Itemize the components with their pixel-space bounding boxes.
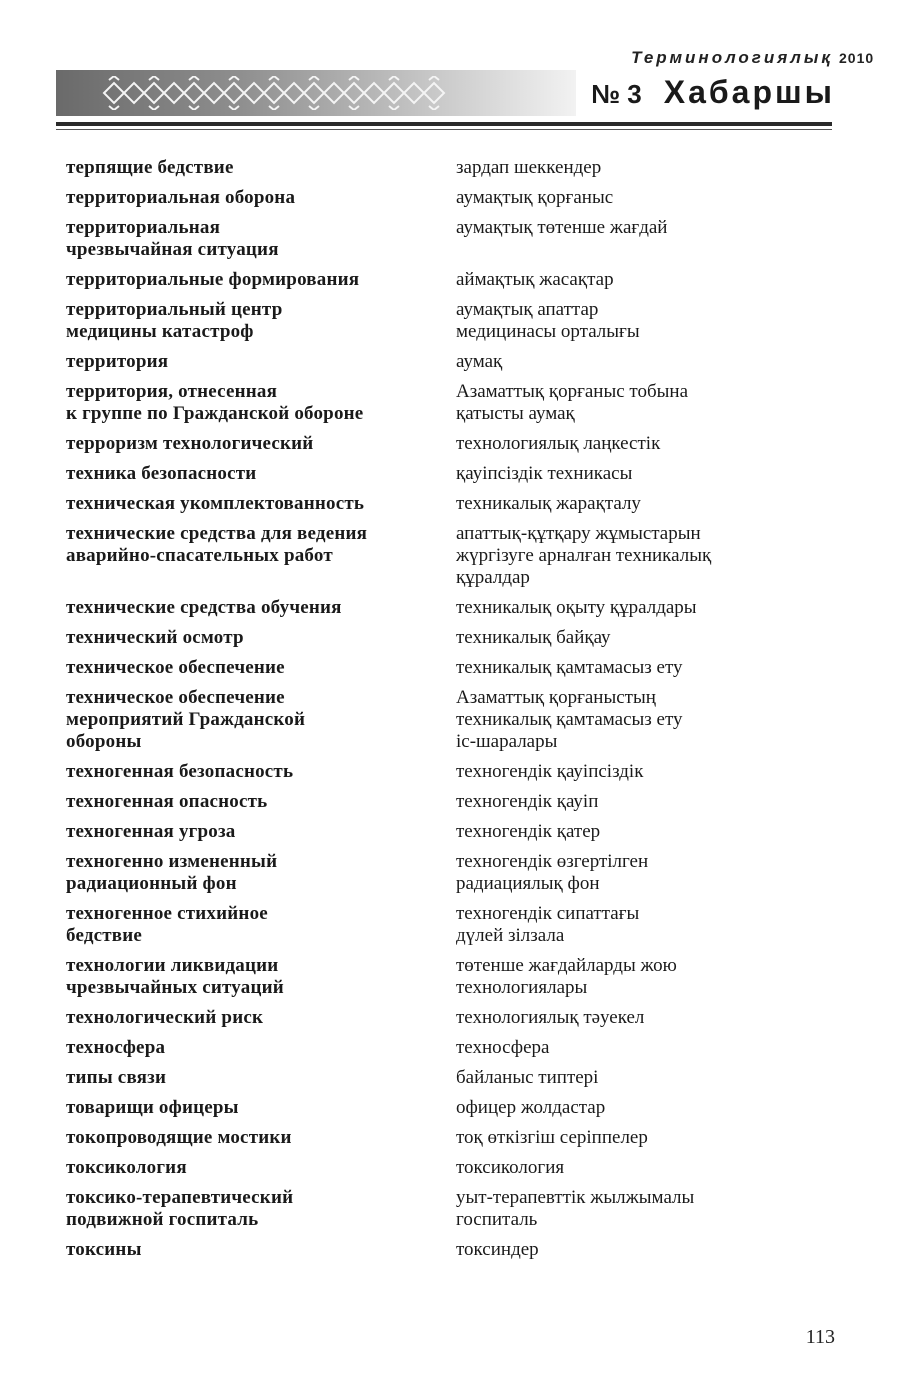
glossary-entry [66, 657, 826, 679]
term-russian: токопроводящие мостики [66, 1127, 292, 1148]
glossary-entry [66, 955, 826, 999]
term-kazakh: аумақтық апаттар медицинасы орталығы [456, 299, 640, 342]
glossary-entry [66, 493, 826, 515]
term-kazakh: Азаматтық қорғаныс тобына қатысты аумақ [456, 381, 689, 424]
term-kazakh: зардап шеккендер [456, 157, 602, 178]
glossary-entry [66, 269, 826, 291]
journal-year: 2010 [839, 50, 875, 66]
term-russian: терроризм технологический [66, 433, 314, 454]
term-russian: техническое обеспечение [66, 657, 285, 678]
term-russian: техногенная безопасность [66, 761, 294, 782]
glossary-entry [66, 1037, 826, 1059]
glossary-entry [66, 217, 826, 261]
glossary-entry [66, 1157, 826, 1179]
glossary-entry [66, 687, 826, 753]
term-russian: технологии ликвидации чрезвычайных ситуаций [66, 955, 284, 998]
term-kazakh: техногендік сипаттағы дүлей зілзала [456, 903, 640, 946]
term-kazakh: аумақ [456, 351, 503, 372]
term-russian: территориальный центр медицины катастроф [66, 299, 283, 342]
term-russian: техногенная опасность [66, 791, 268, 812]
term-kazakh: технологиялық лаңкестік [456, 433, 661, 454]
term-kazakh: техногендік қауіп [456, 791, 599, 812]
journal-masthead [591, 74, 835, 111]
term-kazakh: Азаматтық қорғаныстың техникалық қамтамасыз ету іс-шаралары [456, 687, 683, 752]
journal-title: Терминологиялық [631, 48, 833, 67]
term-kazakh: тоқ өткізгіш серіппелер [456, 1127, 648, 1148]
glossary-list [66, 157, 826, 1269]
glossary-entry [66, 299, 826, 343]
term-russian: токсикология [66, 1157, 187, 1178]
glossary-entry [66, 1067, 826, 1089]
term-russian: техногенное стихийное бедствие [66, 903, 268, 946]
term-russian: техническая укомплектованность [66, 493, 365, 514]
term-kazakh: офицер жолдастар [456, 1097, 606, 1118]
term-kazakh: техносфера [456, 1037, 550, 1058]
glossary-entry [66, 627, 826, 649]
glossary-entry [66, 463, 826, 485]
term-russian: территориальные формирования [66, 269, 360, 290]
glossary-entry [66, 381, 826, 425]
term-kazakh: байланыс типтері [456, 1067, 599, 1088]
glossary-entry [66, 1239, 826, 1261]
term-russian: территориальная чрезвычайная ситуация [66, 217, 279, 260]
term-russian: технические средства обучения [66, 597, 342, 618]
page-number: 113 [805, 1326, 835, 1348]
term-russian: токсико-терапевтический подвижной госпиталь [66, 1187, 294, 1230]
glossary-entry [66, 433, 826, 455]
header-rule-thick [56, 122, 832, 126]
term-russian: территориальная оборона [66, 187, 296, 208]
term-russian: техногенная угроза [66, 821, 236, 842]
glossary-entry [66, 791, 826, 813]
glossary-entry [66, 187, 826, 209]
glossary-entry [66, 851, 826, 895]
term-russian: техносфера [66, 1037, 166, 1058]
term-kazakh: техногендік өзгертілген радиациялық фон [456, 851, 649, 894]
header-rule-thin [56, 129, 832, 130]
term-kazakh: аумақтық қорғаныс [456, 187, 614, 208]
glossary-entry [66, 761, 826, 783]
term-kazakh: токсиндер [456, 1239, 539, 1260]
journal-name: Хабаршы [663, 74, 835, 110]
glossary-entry [66, 523, 826, 589]
glossary-entry [66, 597, 826, 619]
term-kazakh: техникалық жарақталу [456, 493, 641, 514]
term-russian: токсины [66, 1239, 142, 1260]
term-russian: типы связи [66, 1067, 167, 1088]
term-kazakh: қауіпсіздік техникасы [456, 463, 633, 484]
term-kazakh: токсикология [456, 1157, 565, 1178]
term-russian: технологический риск [66, 1007, 264, 1028]
term-russian: территория, отнесенная к группе по Гражданской обороне [66, 381, 364, 424]
term-russian: территория [66, 351, 169, 372]
glossary-entry [66, 351, 826, 373]
glossary-entry [66, 1007, 826, 1029]
term-kazakh: технологиялық тәуекел [456, 1007, 645, 1028]
glossary-entry [66, 821, 826, 843]
term-kazakh: техногендік қатер [456, 821, 601, 842]
term-russian: терпящие бедствие [66, 157, 234, 178]
page-header [0, 0, 919, 140]
term-russian: техника безопасности [66, 463, 257, 484]
term-russian: техническое обеспечение мероприятий Гражданской обороны [66, 687, 306, 752]
term-kazakh: аумақтық төтенше жағдай [456, 217, 668, 238]
term-kazakh: техногендік қауіпсіздік [456, 761, 644, 782]
glossary-entry [66, 903, 826, 947]
term-kazakh: аймақтық жасақтар [456, 269, 614, 290]
glossary-entry [66, 1127, 826, 1149]
glossary-entry [66, 1187, 826, 1231]
glossary-entry [66, 157, 826, 179]
term-kazakh: төтенше жағдайларды жою технологиялары [456, 955, 677, 998]
term-russian: технический осмотр [66, 627, 244, 648]
term-russian: технические средства для ведения аварийно-спасательных работ [66, 523, 368, 566]
term-russian: техногенно измененный радиационный фон [66, 851, 278, 894]
term-kazakh: техникалық байқау [456, 627, 611, 648]
glossary-entry [66, 1097, 826, 1119]
term-kazakh: апаттық-құтқару жұмыстарын жүргізуге арналған техникалық құралдар [456, 523, 712, 588]
term-kazakh: техникалық оқыту құралдары [456, 597, 697, 618]
issue-number: № 3 [591, 79, 642, 109]
term-kazakh: уыт-терапевттік жылжымалы госпиталь [456, 1187, 695, 1230]
ornament-pattern-icon [100, 76, 460, 110]
term-russian: товарищи офицеры [66, 1097, 239, 1118]
term-kazakh: техникалық қамтамасыз ету [456, 657, 683, 678]
